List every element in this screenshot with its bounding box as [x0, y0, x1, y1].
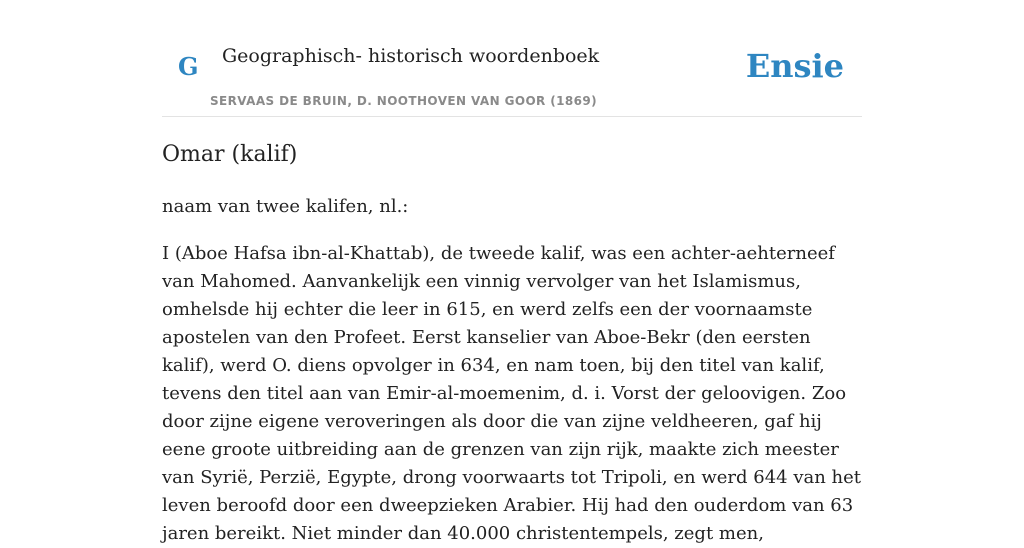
book-letter-icon[interactable]: G	[178, 52, 199, 81]
entry-body-text: I (Aboe Hafsa ibn-al-Khattab), de tweede kalif, was een achter-aehterneef van Mahomed. Aanvankelijk een vinnig vervolger van het Islamismus, omhelsde hij echter die leer in 615, en werd zelfs een der voornaamste apostelen van den Profeet. Eerst kanselier van Aboe-Bekr (den eersten kalif), werd O. diens opvolger in 634, en nam toen, bij den titel van kalif, tevens den titel aan van Emir-al-moemenim, d. i. Vorst der geloovigen. Zoo door zijne eigene veroveringen als door die van zijne veldheeren, gaf hij eene groote uitbreiding aan de grenzen van zijn rijk, maakte zich meester van Syrië, Perzië, Egypte, drong voorwaarts tot Tripoli, en werd 644 van het leven beroofd door een dweepzieken Arabier. Hij had den ouderdom van 63 jaren bereikt. Niet minder dan 40.000 christentempels, zegt men,	[162, 243, 862, 544]
entry-intro: naam van twee kalifen, nl.:	[162, 196, 409, 217]
book-authors: SERVAAS DE BRUIN, D. NOOTHOVEN VAN GOOR (1869)	[210, 94, 598, 108]
book-header	[162, 0, 862, 117]
book-title-link[interactable]: Geographisch- historisch woordenboek	[222, 45, 600, 67]
entry-title: Omar (kalif)	[162, 142, 298, 167]
ensie-logo-link[interactable]: Ensie	[745, 47, 844, 85]
entry-content	[162, 138, 866, 548]
